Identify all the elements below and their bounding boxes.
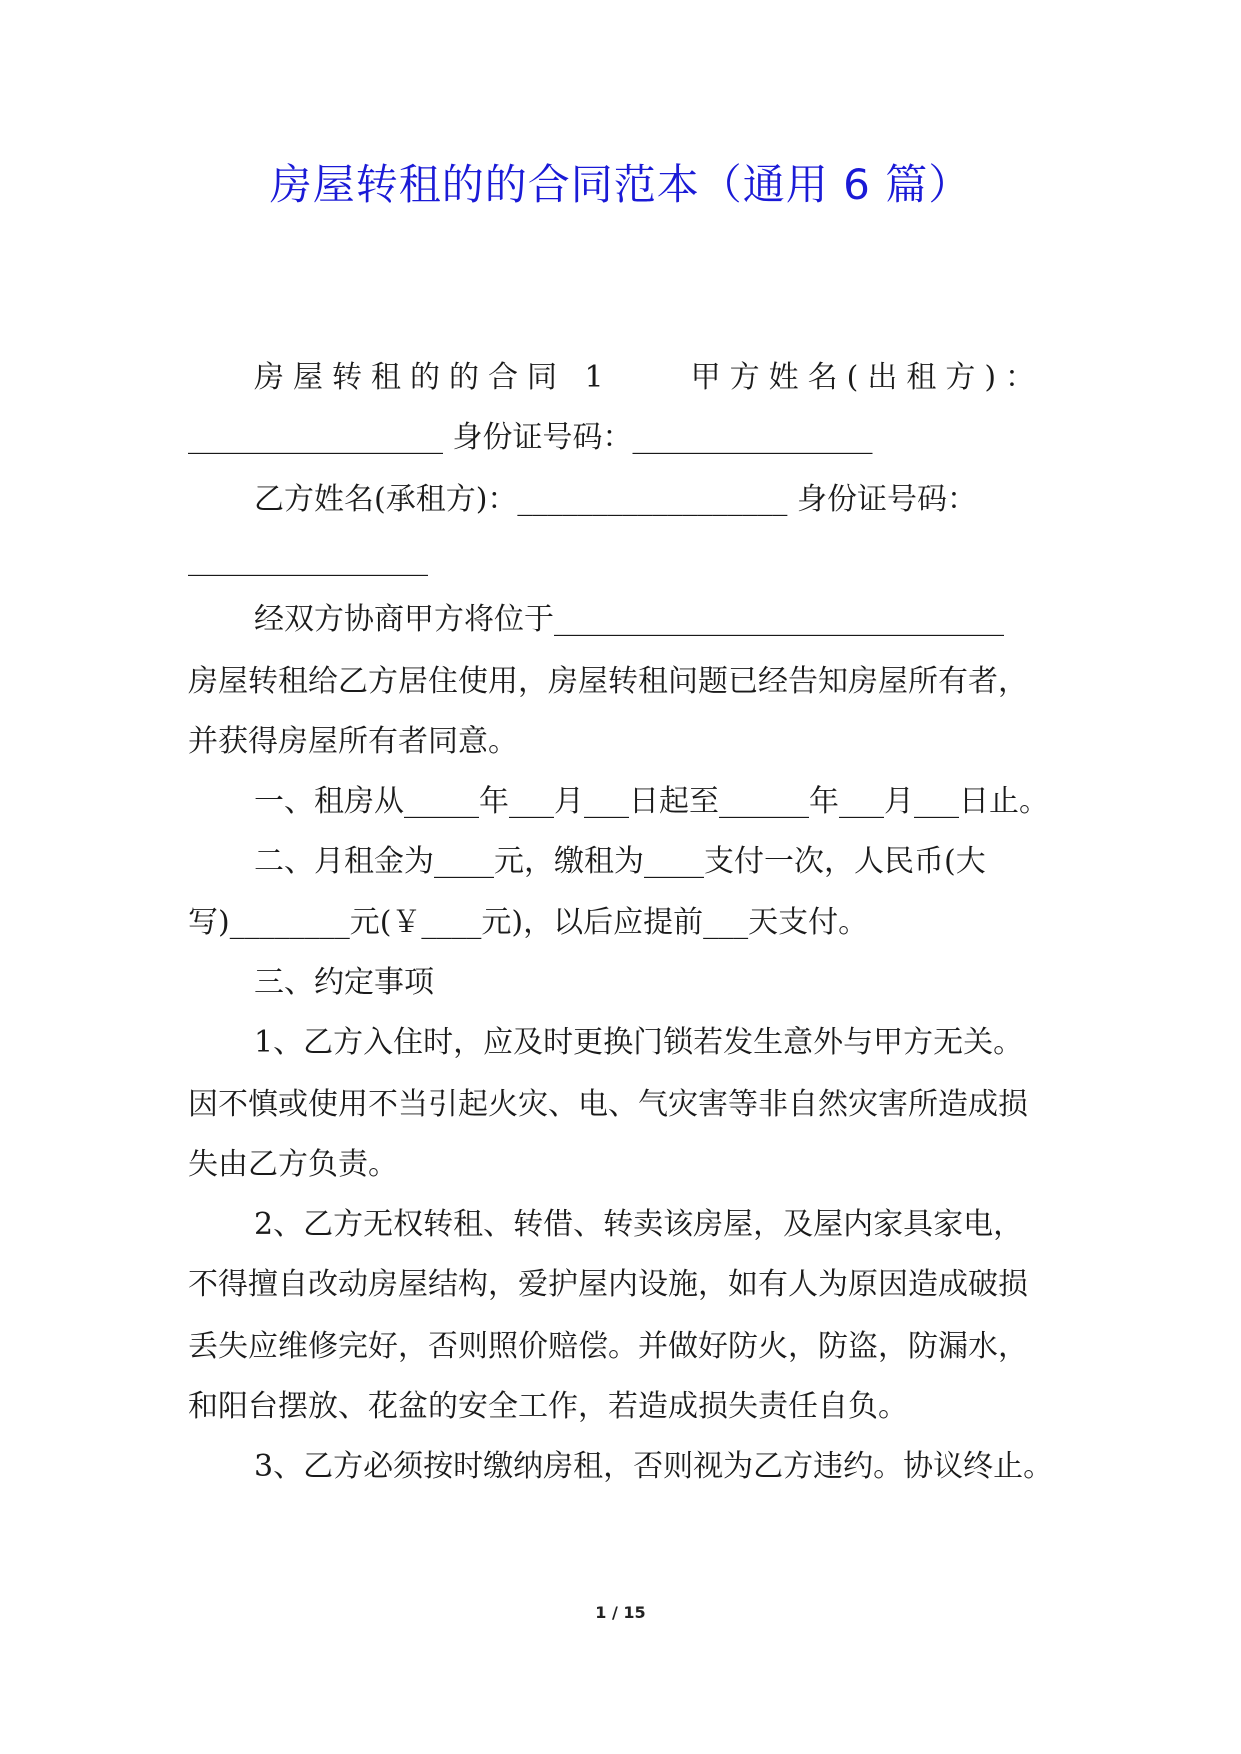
paragraph-line: 房屋转租的的合同 1 甲方姓名(出租方)： <box>254 360 1045 395</box>
paragraph-line: 失由乙方负责。 <box>188 1147 398 1182</box>
document-title: 房屋转租的的合同范本（通用 6 篇） <box>269 160 972 209</box>
paragraph-line: 因不慎或使用不当引起火灾、电、气灾害等非自然灾害所造成损 <box>188 1087 1028 1122</box>
paragraph-line: 写)________元(￥____元)，以后应提前___天支付。 <box>188 905 869 940</box>
paragraph-line: 不得擅自改动房屋结构，爱护屋内设施，如有人为原因造成破损 <box>188 1267 1028 1302</box>
paragraph-line: 2、乙方无权转租、转借、转卖该房屋，及屋内家具家电， <box>254 1207 1024 1242</box>
paragraph-line: 乙方姓名(承租方)：__________________ 身份证号码： <box>254 482 977 517</box>
paragraph-line: 并获得房屋所有者同意。 <box>188 724 518 759</box>
paragraph-line: 房屋转租给乙方居住使用，房屋转租问题已经告知房屋所有者， <box>188 664 1028 699</box>
paragraph-line: 3、乙方必须按时缴纳房租，否则视为乙方违约。协议终止。 <box>254 1449 1054 1484</box>
paragraph-line: 1、乙方入住时，应及时更换门锁若发生意外与甲方无关。 <box>254 1025 1024 1060</box>
paragraph-line: ________________ <box>188 542 428 577</box>
paragraph-line: _________________ 身份证号码：________________ <box>188 420 873 455</box>
paragraph-line: 经双方协商甲方将位于______________________________ <box>254 602 1004 637</box>
page-number: 1 / 15 <box>595 1603 646 1622</box>
paragraph-line: 二、月租金为____元，缴租为____支付一次，人民币(大 <box>254 844 986 879</box>
paragraph-line: 丢失应维修完好，否则照价赔偿。并做好防火，防盗，防漏水， <box>188 1329 1028 1364</box>
paragraph-line: 一、租房从_____年___月___日起至______年___月___日止。 <box>254 784 1049 819</box>
paragraph-line: 三、约定事项 <box>254 965 434 1000</box>
paragraph-line: 和阳台摆放、花盆的安全工作，若造成损失责任自负。 <box>188 1389 908 1424</box>
